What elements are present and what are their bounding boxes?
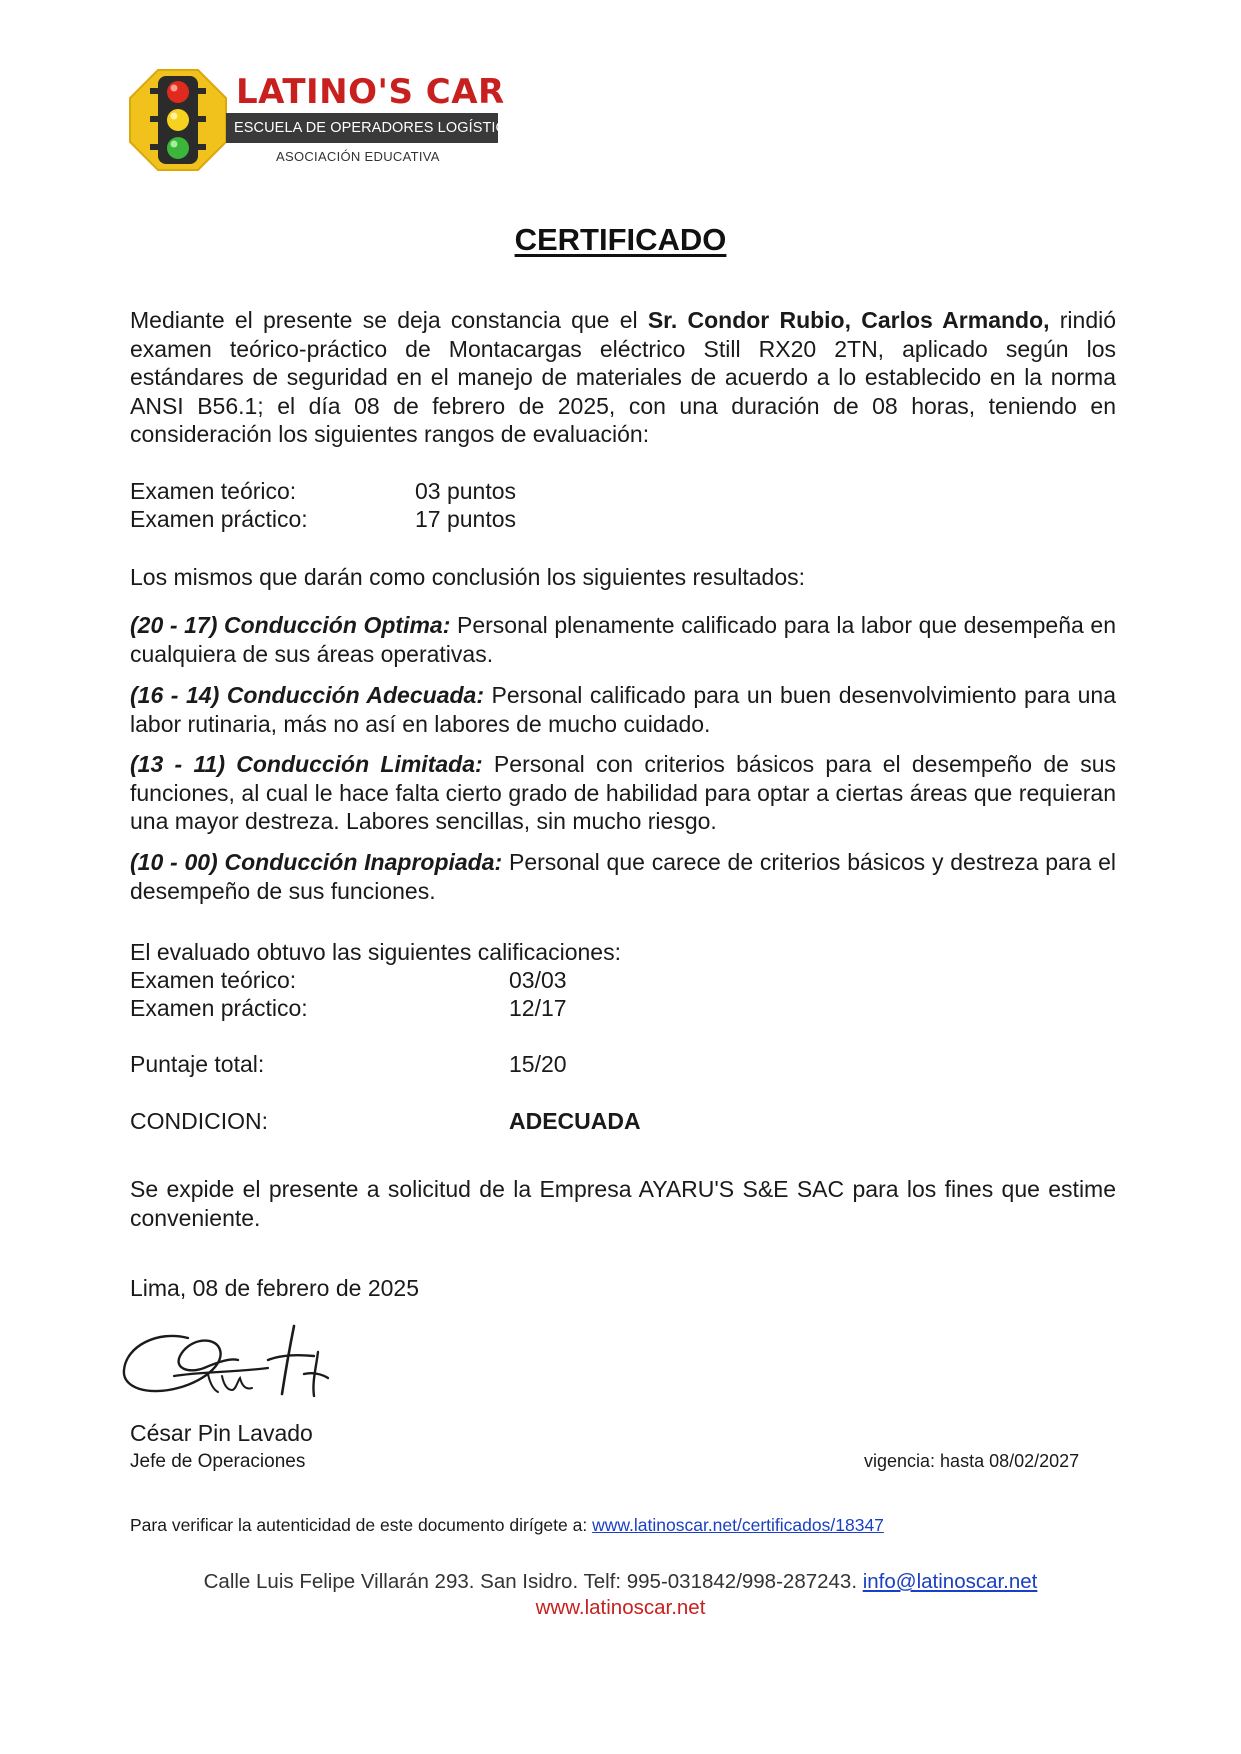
logo-tagline: ASOCIACIÓN EDUCATIVA xyxy=(276,149,440,164)
issued-paragraph: Se expide el presente a solicitud de la Empresa AYARU'S S&E SAC para los fines que estime conveniente. xyxy=(130,1176,1116,1231)
intro-paragraph xyxy=(130,306,1116,449)
logo-title: LATINO'S CAR xyxy=(236,72,505,112)
level-optima xyxy=(130,611,1116,668)
level-limitada xyxy=(130,750,1116,836)
result-label-practice: Examen práctico: xyxy=(130,995,308,1021)
level-description: Personal con criterios básicos para el desempeño de sus funciones, al cual le hace falta cierto grado de habilidad para optar a ciertas áreas que requieran una mayor destreza. Labores sencillas, sin mucho riesgo. xyxy=(130,751,1117,834)
verify-line xyxy=(130,1515,884,1536)
validity-date: vigencia: hasta 08/02/2027 xyxy=(864,1451,1080,1471)
total-value: 15/20 xyxy=(509,1051,567,1077)
level-description: Personal plenamente calificado para la labor que desempeña en cualquiera de sus áreas operativas. xyxy=(130,612,1116,667)
footer-address-line xyxy=(0,1570,1241,1594)
results-intro: El evaluado obtuvo las siguientes calificaciones: xyxy=(130,939,621,965)
traffic-light-icon xyxy=(128,68,228,172)
candidate-name: Sr. Condor Rubio, Carlos Armando, xyxy=(647,307,1050,333)
condition-label: CONDICION: xyxy=(130,1108,268,1134)
footer-email-link[interactable]: info@latinoscar.net xyxy=(862,1570,1038,1593)
range-value-practice: 17 puntos xyxy=(415,506,517,532)
range-label-theory: Examen teórico: xyxy=(130,478,297,504)
footer-address: Calle Luis Felipe Villarán 293. San Isidro. Telf: 995-031842/998-287243. xyxy=(203,1570,863,1593)
result-value-practice: 12/17 xyxy=(509,995,567,1021)
place-date: Lima, 08 de febrero de 2025 xyxy=(130,1275,419,1301)
level-heading: (20 - 17) Conducción Optima: xyxy=(130,612,451,638)
condition-value: ADECUADA xyxy=(509,1108,641,1134)
level-heading: (13 - 11) Conducción Limitada: xyxy=(130,751,483,777)
level-heading: (16 - 14) Conducción Adecuada: xyxy=(130,682,484,708)
level-heading: (10 - 00) Conducción Inapropiada: xyxy=(130,849,503,875)
signer-role: Jefe de Operaciones xyxy=(130,1451,306,1472)
intro-part1: Mediante el presente se deja constancia que el xyxy=(130,307,648,333)
conclusion-intro: Los mismos que darán como conclusión los siguientes resultados: xyxy=(130,564,806,590)
total-label: Puntaje total: xyxy=(130,1051,265,1077)
range-value-theory: 03 puntos xyxy=(415,478,517,504)
range-label-practice: Examen práctico: xyxy=(130,506,308,532)
logo-subtitle: ESCUELA DE OPERADORES LOGÍSTICOS xyxy=(226,113,498,143)
page-title: CERTIFICADO xyxy=(514,222,727,257)
verify-link[interactable]: www.latinoscar.net/certificados/18347 xyxy=(592,1515,884,1535)
company-logo xyxy=(128,68,528,174)
level-description: Personal que carece de criterios básicos y destreza para el desempeño de sus funciones. xyxy=(130,849,1116,904)
verify-text: Para verificar la autenticidad de este documento dirígete a: xyxy=(130,1515,593,1535)
intro-part2: rindió examen teórico-práctico de Montacargas eléctrico Still RX20 2TN, aplicado según los estándares de seguridad en el manejo de materiales de acuerdo a lo establecido en la norma ANSI B56.1; el día 08 de febrero de 2025, con una duración de 08 horas, teniendo en consideración los siguientes rangos de evaluación: xyxy=(130,307,1117,447)
result-value-theory: 03/03 xyxy=(509,967,567,993)
footer-website[interactable]: www.latinoscar.net xyxy=(535,1596,706,1619)
level-adecuada xyxy=(130,681,1116,738)
signature xyxy=(118,1316,338,1408)
signer-name: César Pin Lavado xyxy=(130,1420,313,1446)
level-description: Personal calificado para un buen desenvolvimiento para una labor rutinaria, más no así en labores de mucho cuidado. xyxy=(130,682,1117,737)
result-label-theory: Examen teórico: xyxy=(130,967,297,993)
level-inapropiada xyxy=(130,848,1116,905)
